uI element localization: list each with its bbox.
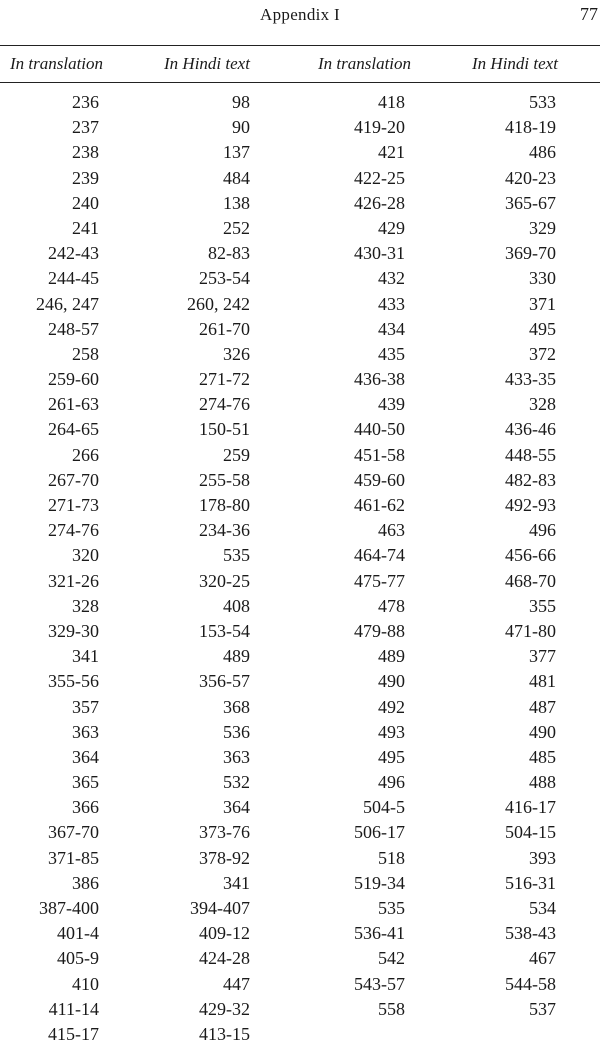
table-cell: 373-76: [199, 822, 250, 843]
table-cell: 492-93: [505, 495, 556, 515]
table-cell: 259-60: [48, 369, 99, 390]
table-cell: 504-5: [363, 797, 405, 818]
table-cell: 432: [378, 268, 405, 289]
table-cell: 242-43: [48, 243, 99, 264]
table-cell: 429-32: [199, 998, 250, 1019]
table-cell: 98: [232, 92, 250, 112]
table-cell: 248-57: [48, 318, 99, 339]
table-cell: 329: [529, 217, 556, 238]
table-cell: 506-17: [354, 822, 405, 843]
table-cell: 416-17: [505, 797, 556, 818]
table-cell: 489: [378, 646, 405, 667]
table-cell: 261-63: [48, 394, 99, 415]
table-cell: 533: [529, 92, 556, 112]
table-cell: 434: [378, 318, 405, 339]
table-cell: 440-50: [354, 419, 405, 440]
table-cell: 532: [223, 772, 250, 793]
table-cell: 433: [378, 293, 405, 314]
table-cell: 236: [72, 92, 99, 112]
table-cell: 489: [223, 646, 250, 667]
table-cell: 321-26: [48, 570, 99, 591]
table-cell: 274-76: [48, 520, 99, 541]
table-cell: 274-76: [199, 394, 250, 415]
left-hindi-column: [150, 90, 250, 1047]
table-cell: 371-85: [48, 847, 99, 868]
table-cell: 405-9: [57, 948, 99, 969]
table-cell: 534: [529, 898, 556, 918]
table-cell: 424-28: [199, 948, 250, 969]
table-cell: 448-55: [505, 444, 556, 465]
table-cell: 153-54: [199, 620, 250, 641]
table-cell: 241: [72, 217, 99, 238]
running-head: [0, 5, 600, 29]
table-cell: 490: [529, 721, 556, 742]
table-cell: 260, 242: [187, 293, 250, 314]
table-cell: 426-28: [354, 192, 405, 213]
table-cell: 363: [223, 746, 250, 767]
table-cell: 255-58: [199, 469, 250, 490]
table-cell: 479-88: [354, 620, 405, 641]
table-cell: 367-70: [48, 822, 99, 843]
column-header-in-hindi-text-right: In Hindi text: [472, 54, 558, 73]
column-header-in-hindi-text-left: In Hindi text: [164, 54, 250, 73]
table-cell: 418-19: [505, 117, 556, 138]
table-cell: 516-31: [505, 872, 556, 893]
table-cell: 364: [72, 746, 99, 767]
table-cell: 238: [72, 142, 99, 163]
table-cell: 459-60: [354, 469, 405, 490]
table-cell: 484: [223, 167, 250, 188]
table-cell: 246, 247: [36, 293, 99, 314]
table-cell: 488: [529, 772, 556, 793]
table-cell: 369-70: [505, 243, 556, 264]
table-cell: 468-70: [505, 570, 556, 591]
table-cell: 253-54: [199, 268, 250, 289]
table-cell: 463: [378, 520, 405, 541]
table-cell: 330: [529, 268, 556, 289]
table-cell: 355-56: [48, 671, 99, 692]
table-cell: 439: [378, 394, 405, 415]
table-cell: 356-57: [199, 671, 250, 692]
table-cell: 378-92: [199, 847, 250, 868]
table-cell: 537: [529, 998, 556, 1019]
table-cell: 244-45: [48, 268, 99, 289]
table-cell: 430-31: [354, 243, 405, 264]
table-cell: 368: [223, 696, 250, 717]
table-cell: 409-12: [199, 923, 250, 944]
table-cell: 519-34: [354, 872, 405, 893]
column-header-in-translation-right: In translation: [318, 54, 412, 73]
table-cell: 415-17: [48, 1023, 99, 1044]
table-cell: 240: [72, 192, 99, 213]
table-cell: 447: [223, 973, 250, 994]
table-cell: 535: [223, 545, 250, 566]
table-cell: 271-73: [48, 495, 99, 515]
table-cell: 234-36: [199, 520, 250, 541]
table-cell: 364: [223, 797, 250, 818]
table-cell: 478: [378, 595, 405, 616]
table-cell: 341: [72, 646, 99, 667]
table-cell: 536: [223, 721, 250, 742]
table-cell: 387-400: [39, 898, 99, 918]
table-cell: 504-15: [505, 822, 556, 843]
table-cell: 542: [378, 948, 405, 969]
table-cell: 386: [72, 872, 99, 893]
table-cell: 475-77: [354, 570, 405, 591]
right-hindi-column: [450, 90, 556, 1022]
table-cell: 433-35: [505, 369, 556, 390]
table-cell: 138: [223, 192, 250, 213]
table-cell: 456-66: [505, 545, 556, 566]
table-cell: 252: [223, 217, 250, 238]
table-cell: 558: [378, 998, 405, 1019]
table-cell: 471-80: [505, 620, 556, 641]
left-translation-column: [0, 90, 99, 1047]
table-cell: 436-38: [354, 369, 405, 390]
table-cell: 482-83: [505, 469, 556, 490]
table-cell: 422-25: [354, 167, 405, 188]
table-cell: 490: [378, 671, 405, 692]
table-cell: 464-74: [354, 545, 405, 566]
table-cell: 486: [529, 142, 556, 163]
table-cell: 264-65: [48, 419, 99, 440]
table-cell: 481: [529, 671, 556, 692]
table-cell: 420-23: [505, 167, 556, 188]
table-cell: 496: [529, 520, 556, 541]
table-cell: 328: [72, 595, 99, 616]
table-cell: 261-70: [199, 318, 250, 339]
table-cell: 495: [378, 746, 405, 767]
table-cell: 495: [529, 318, 556, 339]
table-cell: 429: [378, 217, 405, 238]
table-cell: 544-58: [505, 973, 556, 994]
table-cell: 493: [378, 721, 405, 742]
table-cell: 341: [223, 872, 250, 893]
table-cell: 451-58: [354, 444, 405, 465]
table-cell: 411-14: [48, 998, 99, 1019]
table-cell: 372: [529, 343, 556, 364]
table-cell: 365-67: [505, 192, 556, 213]
column-header-in-translation-left: In translation: [10, 54, 104, 73]
table-cell: 435: [378, 343, 405, 364]
table-cell: 178-80: [199, 495, 250, 515]
table-cell: 90: [232, 117, 250, 138]
table-cell: 485: [529, 746, 556, 767]
table-cell: 328: [529, 394, 556, 415]
table-cell: 461-62: [354, 495, 405, 515]
table-cell: 355: [529, 595, 556, 616]
table-cell: 538-43: [505, 923, 556, 944]
table-cell: 418: [378, 92, 405, 112]
table-cell: 492: [378, 696, 405, 717]
table-cell: 326: [223, 343, 250, 364]
page-number: 77: [580, 4, 598, 24]
table-cell: 266: [72, 444, 99, 465]
table-cell: 82-83: [208, 243, 250, 264]
table-cell: 421: [378, 142, 405, 163]
table-cell: 535: [378, 898, 405, 918]
table-cell: 408: [223, 595, 250, 616]
table-cell: 366: [72, 797, 99, 818]
column-headers: [0, 54, 600, 78]
table-cell: 267-70: [48, 469, 99, 490]
table-cell: 393: [529, 847, 556, 868]
table-cell: 329-30: [48, 620, 99, 641]
table-cell: 271-72: [199, 369, 250, 390]
table-cell: 363: [72, 721, 99, 742]
table-cell: 377: [529, 646, 556, 667]
table-cell: 518: [378, 847, 405, 868]
table-cell: 237: [72, 117, 99, 138]
table-cell: 467: [529, 948, 556, 969]
table-cell: 320: [72, 545, 99, 566]
table-cell: 419-20: [354, 117, 405, 138]
table-cell: 357: [72, 696, 99, 717]
table-cell: 496: [378, 772, 405, 793]
table-cell: 371: [529, 293, 556, 314]
table-cell: 436-46: [505, 419, 556, 440]
table-cell: 394-407: [190, 898, 250, 918]
table-cell: 150-51: [199, 419, 250, 440]
table-cell: 259: [223, 444, 250, 465]
table-cell: 401-4: [57, 923, 99, 944]
table-cell: 320-25: [199, 570, 250, 591]
right-translation-column: [300, 90, 405, 1022]
table-cell: 258: [72, 343, 99, 364]
table-cell: 543-57: [354, 973, 405, 994]
running-title: Appendix I: [260, 5, 340, 24]
table-cell: 536-41: [354, 923, 405, 944]
top-rule: [0, 45, 600, 46]
table-cell: 365: [72, 772, 99, 793]
table-cell: 239: [72, 167, 99, 188]
table-cell: 413-15: [199, 1023, 250, 1044]
table-cell: 410: [72, 973, 99, 994]
table-cell: 487: [529, 696, 556, 717]
header-rule: [0, 82, 600, 83]
table-cell: 137: [223, 142, 250, 163]
